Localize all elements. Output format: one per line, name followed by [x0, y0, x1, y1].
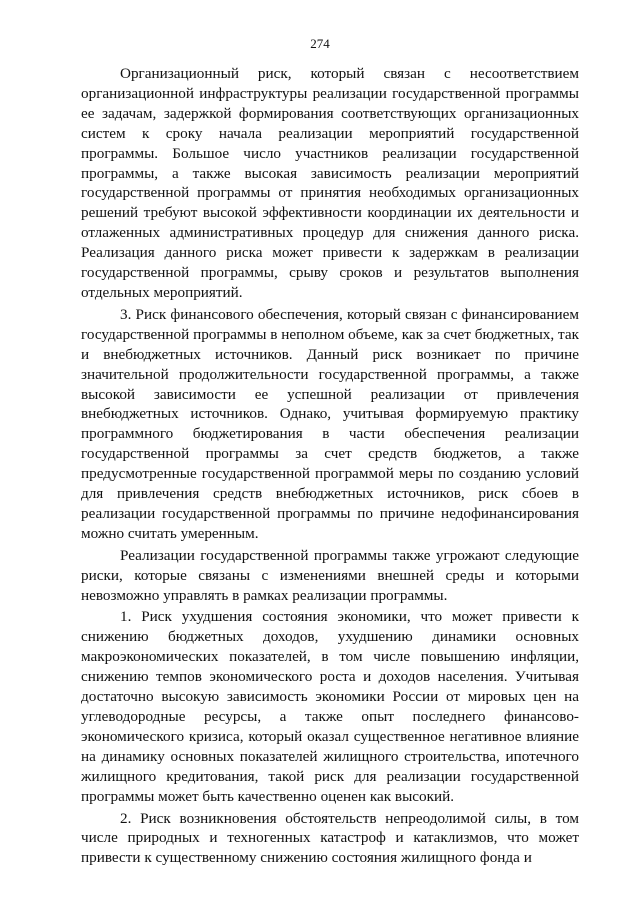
page-number: 274: [310, 36, 330, 51]
paragraph-force-majeure-risk: 2. Риск возникновения обстоятельств непреодолимой силы, в том числе природных и техногенных катастроф и катаклизмов, что может привести к существенному снижению состояния жилищного фонда и: [81, 809, 579, 867]
body-text: [81, 64, 579, 868]
paragraph-financial-risk: 3. Риск финансового обеспечения, который связан с финансированием государственной программы в неполном объеме, как за счет бюджетных, так и внебюджетных источников. Данный риск возникает по причине значительной продолжительности государственной программы, а также высокой зависимости ее успешной реализации от привлечения внебюджетных источников. Однако, учитывая формируемую практику программного бюджетирования в части обеспечения реализации государственной программы за счет средств бюджетов, а также предусмотренные государственной программой меры по созданию условий для привлечения средств внебюджетных источников, риск сбоев в реализации государственной программы по причине недофинансирования можно считать умеренным.: [81, 305, 579, 542]
paragraph-organizational-risk: Организационный риск, который связан с несоответствием организационной инфраструктуры реализации государственной программы ее задачам, задержкой формирования соответствующих организационных систем к сроку начала реализации мероприятий государственной программы. Большое число участников реализации государственной программы, а также высокая зависимость реализации мероприятий государственной программы от принятия необходимых организационных решений требуют высокой эффективности координации их деятельности и отлаженных административных процедур для снижения данного риска. Реализация данного риска может привести к задержкам в реализации государственной программы, срыву сроков и результатов выполнения отдельных мероприятий.: [81, 65, 579, 301]
paragraph-external-risks-intro: Реализации государственной программы также угрожают следующие риски, которые связаны с изменениями внешней среды и которыми невозможно управлять в рамках реализации программы.: [81, 546, 579, 604]
paragraph-economic-risk: 1. Риск ухудшения состояния экономики, что может привести к снижению бюджетных доходов, ухудшению динамики основных макроэкономических показателей, в том числе повышению инфляции, снижению темпов экономического роста и доходов населения. Учитывая достаточно высокую зависимость экономики России от мировых цен на углеводородные ресурсы, а также опыт последнего финансово-экономического кризиса, который оказал существенное негативное влияние на динамику основных показателей жилищного строительства, ипотечного жилищного кредитования, такой риск для реализации государственной программы может быть качественно оценен как высокий.: [81, 608, 579, 805]
